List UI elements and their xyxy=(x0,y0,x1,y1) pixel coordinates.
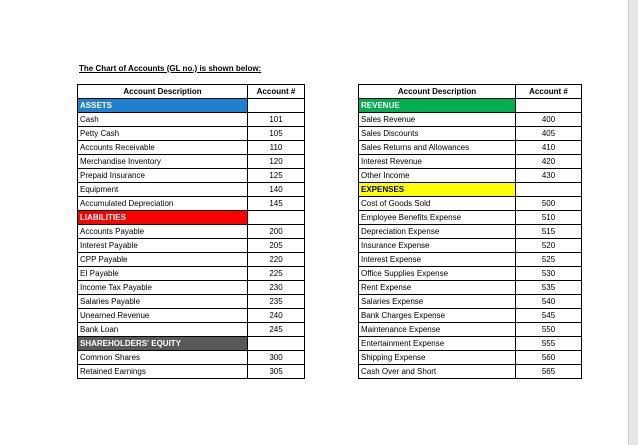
table-row xyxy=(359,141,582,155)
account-number: 125 xyxy=(248,169,305,183)
account-description: Accumulated Depreciation xyxy=(78,197,248,211)
table-row xyxy=(78,267,305,281)
account-description: Interest Expense xyxy=(359,253,516,267)
account-number: 140 xyxy=(248,183,305,197)
account-number: 305 xyxy=(248,365,305,379)
table-row xyxy=(359,113,582,127)
account-number: 105 xyxy=(248,127,305,141)
account-number: 500 xyxy=(516,197,582,211)
table-row xyxy=(78,295,305,309)
account-number: 530 xyxy=(516,267,582,281)
table-row xyxy=(78,113,305,127)
account-description: Equipment xyxy=(78,183,248,197)
table-row xyxy=(359,365,582,379)
account-number: 225 xyxy=(248,267,305,281)
left-accounts-table xyxy=(77,84,305,379)
account-description: Salaries Expense xyxy=(359,295,516,309)
account-number: 515 xyxy=(516,225,582,239)
section-label: EXPENSES xyxy=(359,183,516,197)
account-number: 565 xyxy=(516,365,582,379)
account-number: 145 xyxy=(248,197,305,211)
account-number: 240 xyxy=(248,309,305,323)
account-description: Rent Expense xyxy=(359,281,516,295)
table-row xyxy=(78,239,305,253)
table-row xyxy=(359,295,582,309)
table-row xyxy=(359,267,582,281)
account-number: 520 xyxy=(516,239,582,253)
table-row xyxy=(359,337,582,351)
table-row xyxy=(78,323,305,337)
account-number: 420 xyxy=(516,155,582,169)
account-number: 540 xyxy=(516,295,582,309)
table-row xyxy=(359,211,582,225)
table-row xyxy=(78,197,305,211)
account-description: Common Shares xyxy=(78,351,248,365)
account-description: Depreciation Expense xyxy=(359,225,516,239)
account-description: Income Tax Payable xyxy=(78,281,248,295)
account-number: 550 xyxy=(516,323,582,337)
account-number: 555 xyxy=(516,337,582,351)
account-number: 525 xyxy=(516,253,582,267)
table-row xyxy=(359,323,582,337)
table-row xyxy=(78,155,305,169)
account-description: Sales Returns and Allowances xyxy=(359,141,516,155)
table-row xyxy=(359,155,582,169)
account-description: Salaries Payable xyxy=(78,295,248,309)
account-number: 200 xyxy=(248,225,305,239)
table-row xyxy=(359,197,582,211)
table-row xyxy=(359,253,582,267)
table-row xyxy=(78,351,305,365)
account-number: 560 xyxy=(516,351,582,365)
account-description: Accounts Payable xyxy=(78,225,248,239)
section-number-cell xyxy=(516,99,582,113)
account-number: 405 xyxy=(516,127,582,141)
account-number: 430 xyxy=(516,169,582,183)
table-row xyxy=(359,351,582,365)
account-description: Retained Earnings xyxy=(78,365,248,379)
section-row xyxy=(78,211,305,225)
section-row xyxy=(359,183,582,197)
account-description: Bank Charges Expense xyxy=(359,309,516,323)
account-description: Cash Over and Short xyxy=(359,365,516,379)
section-row xyxy=(78,99,305,113)
section-row xyxy=(359,99,582,113)
account-number: 400 xyxy=(516,113,582,127)
account-description: Cash xyxy=(78,113,248,127)
account-description: Maintenance Expense xyxy=(359,323,516,337)
section-label: LIABILITIES xyxy=(78,211,248,225)
account-description: Unearned Revenue xyxy=(78,309,248,323)
section-number-cell xyxy=(248,211,305,225)
table-row xyxy=(359,281,582,295)
section-number-cell xyxy=(516,183,582,197)
right-accounts-table xyxy=(358,84,582,379)
table-row xyxy=(78,281,305,295)
account-number: 235 xyxy=(248,295,305,309)
table-row xyxy=(78,253,305,267)
table-header-row xyxy=(78,85,305,99)
table-row xyxy=(78,183,305,197)
table-row xyxy=(359,127,582,141)
section-label: SHAREHOLDERS' EQUITY xyxy=(78,337,248,351)
account-number: 220 xyxy=(248,253,305,267)
section-row xyxy=(78,337,305,351)
table-row xyxy=(78,225,305,239)
account-description: Sales Revenue xyxy=(359,113,516,127)
account-number: 545 xyxy=(516,309,582,323)
account-number-header: Account # xyxy=(248,85,305,99)
account-description: Insurance Expense xyxy=(359,239,516,253)
account-description: Accounts Receivable xyxy=(78,141,248,155)
account-number: 120 xyxy=(248,155,305,169)
account-description: Merchandise Inventory xyxy=(78,155,248,169)
table-row xyxy=(78,141,305,155)
section-label: REVENUE xyxy=(359,99,516,113)
table-row xyxy=(359,169,582,183)
account-description: Prepaid Insurance xyxy=(78,169,248,183)
account-description: CPP Payable xyxy=(78,253,248,267)
account-number: 300 xyxy=(248,351,305,365)
account-description: Cost of Goods Sold xyxy=(359,197,516,211)
table-row xyxy=(78,309,305,323)
description-header: Account Description xyxy=(78,85,248,99)
table-row xyxy=(78,169,305,183)
account-description: Other Income xyxy=(359,169,516,183)
account-description: Petty Cash xyxy=(78,127,248,141)
account-number: 410 xyxy=(516,141,582,155)
table-row xyxy=(78,365,305,379)
account-number-header: Account # xyxy=(516,85,582,99)
account-description: Shipping Expense xyxy=(359,351,516,365)
section-label: ASSETS xyxy=(78,99,248,113)
account-number: 245 xyxy=(248,323,305,337)
account-description: Employee Benefits Expense xyxy=(359,211,516,225)
account-description: Interest Revenue xyxy=(359,155,516,169)
page-title: The Chart of Accounts (GL no.) is shown below: xyxy=(79,64,262,73)
table-row xyxy=(359,225,582,239)
table-row xyxy=(359,239,582,253)
account-description: EI Payable xyxy=(78,267,248,281)
account-number: 110 xyxy=(248,141,305,155)
account-number: 510 xyxy=(516,211,582,225)
section-number-cell xyxy=(248,99,305,113)
description-header: Account Description xyxy=(359,85,516,99)
account-description: Interest Payable xyxy=(78,239,248,253)
account-description: Office Supplies Expense xyxy=(359,267,516,281)
table-row xyxy=(359,309,582,323)
account-number: 101 xyxy=(248,113,305,127)
section-number-cell xyxy=(248,337,305,351)
account-number: 205 xyxy=(248,239,305,253)
account-description: Entertainment Expense xyxy=(359,337,516,351)
account-number: 230 xyxy=(248,281,305,295)
account-description: Bank Loan xyxy=(78,323,248,337)
account-description: Sales Discounts xyxy=(359,127,516,141)
table-row xyxy=(78,127,305,141)
account-number: 535 xyxy=(516,281,582,295)
table-header-row xyxy=(359,85,582,99)
